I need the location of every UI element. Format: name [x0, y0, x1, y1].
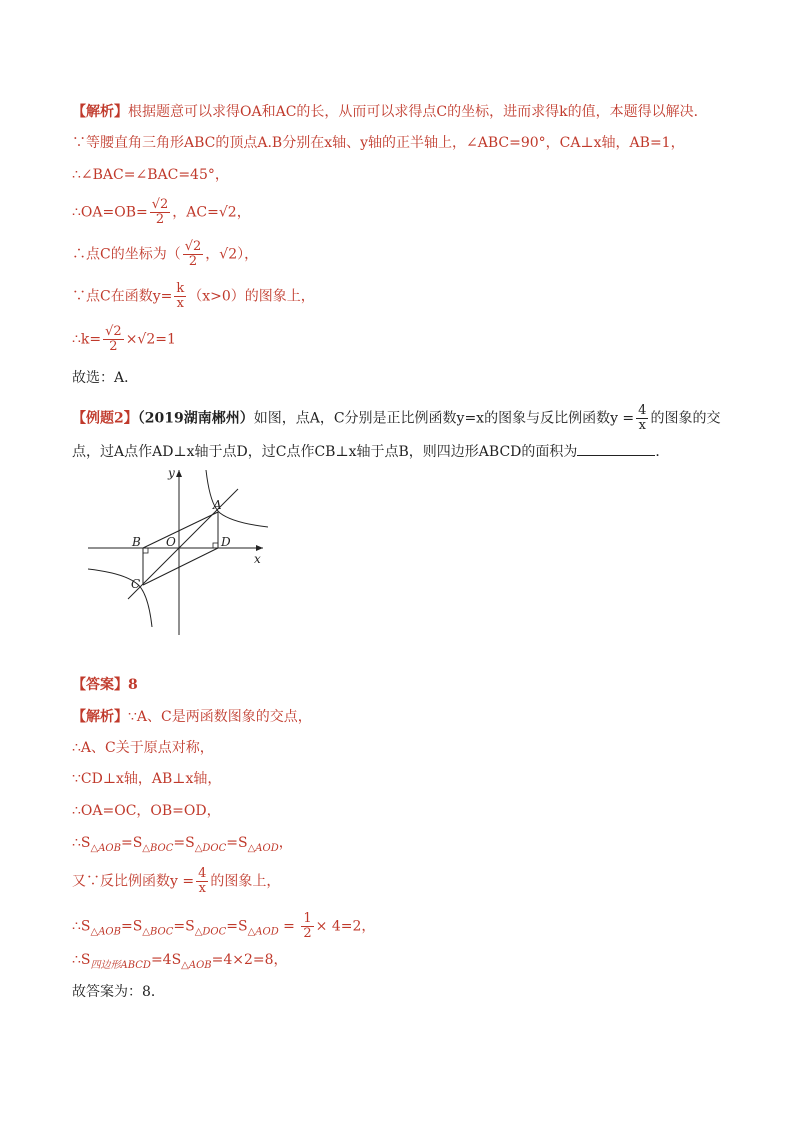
label-x: x — [254, 552, 261, 566]
solution-2-line-8: $\therefore S_{四边形ABCD}=4S_{\triangle AOB}=4\times 2=8$， — [72, 952, 288, 971]
solution-2-line-4: ∴OA=OC，OB=OD， — [72, 803, 221, 819]
example-source: （2019湖南郴州） — [137, 410, 254, 427]
x-axis-arrow — [256, 545, 263, 551]
label-y: y — [168, 466, 175, 480]
label-B: B — [132, 535, 141, 549]
solution-1-line-6: ∵点C在函数y= $\frac{k}{x}$ （x>0）的图象上， — [72, 281, 315, 311]
answer-tag: 【答案】 — [72, 677, 128, 693]
solution-2-final: 故答案为：8． — [72, 984, 165, 1000]
solution-2-line-3: ∵CD⊥x轴，AB⊥x轴， — [72, 771, 222, 787]
solution-2-line-2: ∴A、C关于原点对称， — [72, 740, 214, 756]
solution-2-line-5: $\therefore S_{\triangle AOB}=S_{\triangle BOC}=S_{\triangle DOC}=S_{\triangle AOD}$， — [72, 835, 293, 854]
coordinate-figure — [88, 465, 268, 635]
solution-1-line-4: ∴OA=OB= $\frac{√2}{2}$ ，AC=√2， — [72, 197, 251, 227]
right-angle-mark-D — [213, 543, 218, 548]
example-2-line-1: 【例题2】（2019湖南郴州）如图，点A，C分别是正比例函数y=x的图象与反比例函数y = $\frac{4}{x}$ 的图象的交 — [72, 403, 721, 433]
label-A: A — [213, 498, 222, 512]
analysis-tag-2: 【解析】 — [72, 709, 128, 725]
hyperbola-branch-third-quadrant — [88, 569, 152, 627]
solution-2-line-6: 又∵反比例函数y = $\frac{4}{x}$ 的图象上， — [72, 866, 281, 896]
example-2-line-2: 点，过A点作AD⊥x轴于点D，过C点作CB⊥x轴于点B，则四边形ABCD的面积为 ． — [72, 444, 670, 460]
solution-1-line-7: ∴k= $\frac{√2}{2}$ ×√2=1 — [72, 324, 176, 354]
segment-AB — [143, 512, 218, 548]
label-O: O — [166, 535, 176, 549]
label-C: C — [131, 577, 141, 591]
segment-CD — [143, 548, 218, 585]
solution-2-line-1: 【解析】∵A、C是两函数图象的交点， — [72, 709, 312, 725]
right-angle-mark-B — [143, 548, 148, 553]
solution-1-line-5: ∴点C的坐标为（ $\frac{√2}{2}$ ，√2）， — [72, 239, 259, 269]
solution-1-line-3: ∴∠BAC=∠BAC=45°， — [72, 167, 229, 183]
y-axis-arrow — [176, 470, 182, 477]
solution-1-intro: 【解析】根据题意可以求得OA和AC的长，从而可以求得点C的坐标，进而求得k的值，本题得以解决． — [72, 104, 708, 120]
answer-blank — [577, 455, 655, 456]
analysis-tag: 【解析】 — [72, 104, 128, 120]
answer-line — [72, 675, 138, 695]
solution-1-choice: 故选：A． — [72, 370, 139, 386]
solution-2-line-7: $\therefore S_{\triangle AOB}=S_{\triangle BOC}=S_{\triangle DOC}=S_{\triangle AOD}$ = $\frac{1}{2}$ × 4=2， — [72, 911, 376, 941]
label-D: D — [221, 535, 231, 549]
example-tag: 【例题2】 — [72, 410, 138, 427]
answer-value: 8 — [128, 677, 138, 693]
solution-1-line-2: ∵等腰直角三角形ABC的顶点A.B分别在x轴、y轴的正半轴上，∠ABC=90°，CA⊥x轴，AB=1， — [72, 135, 685, 151]
